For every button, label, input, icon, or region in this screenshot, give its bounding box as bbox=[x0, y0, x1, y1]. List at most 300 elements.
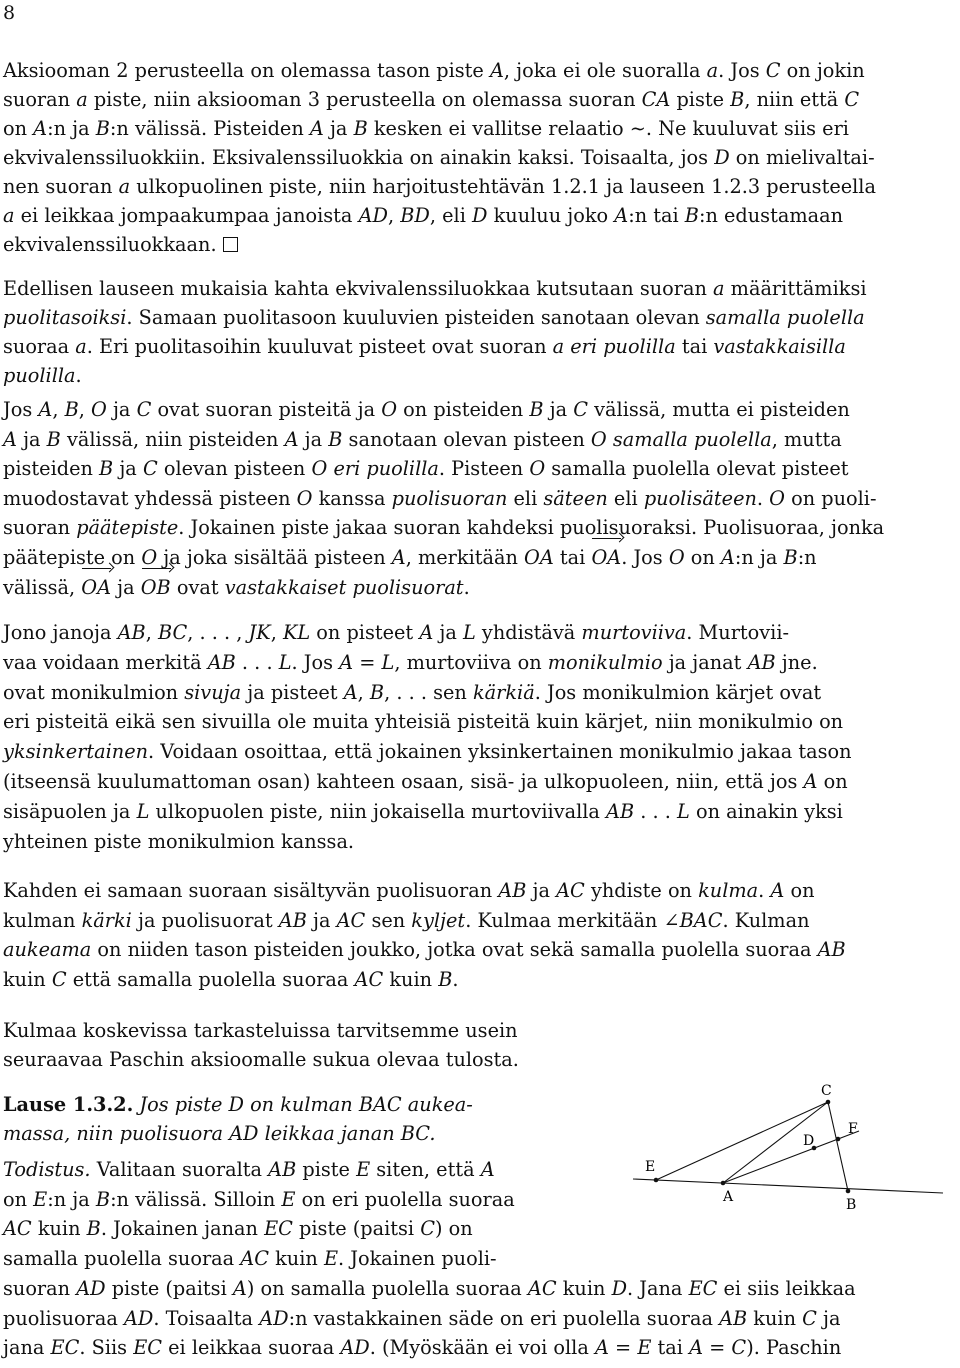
text-run: eli bbox=[607, 486, 644, 510]
emphasis-term: kulma bbox=[698, 879, 759, 902]
math-symbol: O bbox=[529, 457, 546, 481]
text-run: , bbox=[357, 680, 370, 704]
text-run: :n ja bbox=[734, 546, 784, 569]
math-symbol: A bbox=[232, 1276, 247, 1300]
math-symbol: A bbox=[689, 1336, 703, 1360]
emphasis-term: vastakkaiset puolisuorat bbox=[224, 575, 464, 599]
math-symbol: L bbox=[462, 621, 476, 644]
math-symbol: O bbox=[311, 457, 328, 481]
text-run: Kahden ei samaan suoraan sisältyvän puolisuoran bbox=[3, 879, 499, 902]
text-run: . Kulman bbox=[722, 908, 810, 932]
text-run: nen suoran bbox=[3, 175, 119, 198]
p3-line bbox=[3, 455, 848, 483]
text-run: Valitaan suoralta bbox=[90, 1158, 269, 1181]
math-symbol: BC bbox=[157, 621, 188, 644]
p4-line bbox=[3, 649, 818, 677]
math-symbol: AC bbox=[354, 968, 384, 992]
text-run: . Jos bbox=[621, 546, 669, 569]
math-symbol: L bbox=[381, 650, 395, 674]
emphasis-term: päätepiste bbox=[76, 516, 179, 540]
math-symbol: B bbox=[95, 117, 110, 140]
text-run: siten, että bbox=[370, 1158, 481, 1181]
math-symbol: KL bbox=[282, 621, 311, 644]
math-symbol: B bbox=[730, 88, 745, 111]
text-run: . . . bbox=[634, 799, 678, 823]
text-run: piste (paitsi bbox=[105, 1276, 233, 1300]
text-run: on eri puolella suoraa bbox=[295, 1187, 515, 1211]
math-symbol: C bbox=[142, 457, 158, 481]
text-run: :n bbox=[797, 546, 817, 569]
text-run: :n tai bbox=[628, 204, 685, 227]
text-run: :n välissä. Silloin bbox=[110, 1187, 282, 1211]
emphasis-term: kyljet bbox=[411, 908, 466, 932]
text-run: ja bbox=[106, 398, 137, 421]
text-run: . bbox=[75, 364, 82, 387]
point-E bbox=[654, 1178, 659, 1183]
text-run: . (Myöskään ei voi olla bbox=[369, 1336, 595, 1360]
math-symbol: E bbox=[281, 1187, 296, 1211]
text-run: samalla puolella olevat pisteet bbox=[545, 457, 849, 481]
text-run: :n välissä. Pisteiden bbox=[109, 117, 310, 140]
text-run: Jono janoja bbox=[3, 621, 118, 644]
math-symbol: A bbox=[284, 427, 299, 451]
math-symbol: EC bbox=[133, 1336, 163, 1360]
text-run: seuraavaa Paschin aksioomalle sukua olevaa tulosta. bbox=[3, 1048, 519, 1071]
text-run: ovat suoran pisteitä ja bbox=[151, 398, 382, 421]
math-symbol: EC bbox=[50, 1336, 80, 1360]
emphasis-term: kärkiä bbox=[472, 680, 535, 704]
text-run: vaa voidaan merkitä bbox=[3, 650, 208, 674]
text-run: yhdiste on bbox=[584, 879, 699, 902]
text-run: eri pisteitä eikä sen sivuilla ole muita yhteisiä pisteitä kuin kärjet, niin monikulmio on bbox=[3, 710, 844, 734]
math-symbol: AC bbox=[240, 1247, 269, 1271]
text-run: ei leikkaa suoraa bbox=[162, 1336, 341, 1360]
text-run: määrittämiksi bbox=[724, 277, 867, 300]
text-run: ja pisteet bbox=[241, 680, 344, 704]
label-D: D bbox=[803, 1133, 815, 1149]
math-symbol: O bbox=[769, 486, 785, 510]
math-symbol: E bbox=[356, 1158, 371, 1181]
math-symbol: AB bbox=[498, 879, 527, 902]
math-symbol: C bbox=[844, 88, 860, 111]
text-run: Aksiooman 2 perusteella on olemassa tason piste bbox=[3, 59, 490, 82]
proof-line bbox=[3, 1305, 841, 1333]
text-run: välissä, bbox=[3, 575, 82, 599]
math-symbol: BAC bbox=[679, 908, 723, 932]
math-symbol: AD bbox=[123, 1306, 154, 1330]
math-symbol: AC bbox=[556, 879, 585, 902]
text-run: on pisteiden bbox=[397, 398, 530, 421]
math-symbol: O bbox=[296, 486, 313, 510]
point-F bbox=[836, 1137, 841, 1142]
math-symbol: A bbox=[803, 770, 818, 793]
text-run: ekvivalenssiluokkaan. bbox=[3, 233, 217, 256]
text-run: :n ja bbox=[47, 117, 96, 140]
emphasis-term: puolisäteen bbox=[643, 486, 757, 510]
text-run: on ainakin yksi bbox=[689, 799, 843, 823]
emphasis-term: säteen bbox=[543, 486, 608, 510]
text-run: kuin bbox=[383, 968, 439, 992]
text-run: on bbox=[817, 770, 848, 793]
line-AB bbox=[633, 1179, 943, 1193]
text-run: kuuluu joko bbox=[487, 204, 615, 227]
point-C bbox=[826, 1100, 831, 1105]
p1-line bbox=[3, 231, 238, 259]
math-symbol: B bbox=[684, 204, 699, 227]
text-run: pisteiden bbox=[3, 457, 100, 481]
math-symbol: O bbox=[91, 398, 107, 421]
text-run: . bbox=[758, 879, 771, 902]
text-run: . Voidaan osoittaa, että jokainen yksinkertainen monikulmio jakaa tason bbox=[148, 740, 852, 764]
math-symbol: D bbox=[714, 146, 730, 169]
math-symbol: A bbox=[419, 621, 434, 644]
lemma-text-1: Jos piste D on kulman BAC aukea- bbox=[133, 1093, 473, 1116]
text-run: . Pisteen bbox=[438, 457, 530, 481]
math-symbol: L bbox=[136, 799, 150, 823]
math-symbol: B bbox=[95, 1187, 111, 1211]
text-run: suoran bbox=[3, 516, 77, 540]
label-A: A bbox=[723, 1189, 734, 1205]
p1-line bbox=[3, 115, 849, 143]
p4-line bbox=[3, 798, 843, 826]
text-run: piste, niin aksiooman 3 perusteella on olemassa suoran bbox=[87, 88, 642, 111]
text-run: , eli bbox=[429, 204, 472, 227]
math-symbol: AB bbox=[817, 938, 846, 962]
p2-line bbox=[3, 362, 82, 390]
math-symbol: a bbox=[3, 204, 15, 227]
text-run: on niiden tason pisteiden joukko, jotka ovat sekä samalla puolella suoraa bbox=[91, 938, 818, 962]
math-symbol: B bbox=[99, 457, 114, 481]
p3-line bbox=[3, 426, 842, 454]
text-run: samalla puolella suoraa bbox=[3, 1247, 241, 1271]
emphasis-term: puolitasoiksi bbox=[3, 306, 127, 329]
text-run: välissä, niin pisteiden bbox=[60, 427, 285, 451]
p3-line bbox=[3, 485, 877, 513]
math-symbol: B bbox=[86, 1217, 101, 1241]
math-symbol: AD bbox=[76, 1276, 106, 1300]
text-run: on jokin bbox=[780, 59, 865, 82]
text-run: . Murtovii- bbox=[686, 621, 790, 644]
math-symbol: A bbox=[343, 680, 358, 704]
emphasis-term: samalla puolella bbox=[612, 427, 772, 451]
text-run: ja bbox=[323, 117, 354, 140]
emphasis-term: monikulmio bbox=[547, 650, 663, 674]
math-symbol: O bbox=[141, 546, 158, 569]
math-symbol: EC bbox=[688, 1276, 718, 1300]
text-run: ) on bbox=[434, 1217, 473, 1241]
math-symbol: D bbox=[611, 1276, 628, 1300]
label-E: E bbox=[645, 1159, 656, 1175]
math-symbol: B bbox=[328, 427, 343, 451]
text-run: on bbox=[684, 546, 721, 569]
math-symbol: B bbox=[46, 427, 61, 451]
text-run: , bbox=[145, 621, 158, 644]
text-run: :n ja bbox=[47, 1187, 96, 1211]
text-run: ei leikkaa jompaakumpaa janoista bbox=[14, 204, 359, 227]
math-symbol: B bbox=[783, 546, 798, 569]
emphasis-term: samalla puolella bbox=[705, 306, 865, 329]
p3-line bbox=[3, 396, 850, 424]
page-number: 8 bbox=[3, 2, 16, 24]
math-symbol: a bbox=[118, 175, 131, 198]
text-run: puolisuoraa bbox=[3, 1306, 124, 1330]
p4-line bbox=[3, 828, 354, 856]
text-run: sanotaan olevan pisteen bbox=[342, 427, 591, 451]
lemma-text-2: massa, niin puolisuora AD leikkaa janan BC. bbox=[3, 1122, 436, 1145]
math-symbol: BD bbox=[400, 204, 430, 227]
math-symbol: a bbox=[706, 59, 719, 82]
text-run: kuin bbox=[747, 1306, 803, 1330]
emphasis-term: aukeama bbox=[3, 938, 92, 962]
text-run: , joka ei ole suoralla bbox=[503, 59, 707, 82]
text-run: , bbox=[78, 398, 92, 421]
proof-line bbox=[3, 1275, 856, 1303]
math-symbol: C bbox=[731, 1336, 747, 1360]
math-symbol: AB bbox=[278, 908, 307, 932]
p4-line bbox=[3, 768, 848, 796]
lemma-label: Lause 1.3.2. bbox=[3, 1093, 134, 1116]
math-symbol: A bbox=[614, 204, 629, 227]
text-run: . Siis bbox=[79, 1336, 134, 1360]
text-run: kuin bbox=[268, 1247, 324, 1271]
p4-line bbox=[3, 679, 821, 707]
text-run: ulkopuolen piste, niin jokaisella murtoviivalla bbox=[149, 799, 607, 823]
math-symbol: AB bbox=[606, 799, 635, 823]
text-run: ja bbox=[111, 575, 141, 599]
text-run: , mutta bbox=[771, 427, 842, 451]
text-run: jana bbox=[3, 1336, 51, 1360]
math-symbol: AB bbox=[747, 650, 776, 674]
math-symbol: A bbox=[770, 879, 785, 902]
math-symbol: A bbox=[33, 117, 48, 140]
proof-line bbox=[3, 1334, 841, 1362]
math-symbol: E bbox=[323, 1247, 339, 1271]
p1-line bbox=[3, 86, 859, 114]
p1-line bbox=[3, 202, 843, 230]
text-run: on bbox=[3, 1187, 34, 1211]
math-symbol: EC bbox=[264, 1217, 293, 1241]
math-symbol: AB bbox=[719, 1306, 748, 1330]
emphasis-term: puolilla bbox=[3, 364, 76, 387]
emphasis-term: vastakkaisilla bbox=[713, 335, 846, 358]
math-symbol: CA bbox=[641, 88, 671, 111]
text-run: . Jokainen piste jakaa suoran kahdeksi puolisuoraksi. Puolisuoraa, jonka bbox=[178, 516, 885, 540]
text-run: päätepiste on bbox=[3, 546, 142, 569]
emphasis-term: murtoviiva bbox=[581, 621, 687, 644]
text-run: ja janat bbox=[662, 650, 748, 674]
text-run: ovat bbox=[170, 575, 225, 599]
math-symbol: AB bbox=[268, 1158, 297, 1181]
label-F: F bbox=[848, 1121, 858, 1137]
text-run: , bbox=[52, 398, 65, 421]
text-run: sisäpuolen ja bbox=[3, 799, 137, 823]
text-run: tai bbox=[675, 335, 714, 358]
math-symbol: E bbox=[637, 1336, 652, 1360]
math-symbol: A bbox=[480, 1158, 495, 1181]
text-run: , . . . sen bbox=[384, 680, 473, 704]
math-symbol: D bbox=[472, 204, 488, 227]
text-run: ja bbox=[433, 621, 463, 644]
text-run: ei siis leikkaa bbox=[717, 1276, 856, 1300]
math-symbol: AC bbox=[336, 908, 366, 932]
text-run: on bbox=[3, 117, 34, 140]
text-run: välissä, mutta ei pisteiden bbox=[588, 398, 850, 421]
text-run: ja bbox=[113, 457, 143, 481]
p1-line bbox=[3, 144, 875, 172]
text-run: suoran bbox=[3, 1276, 77, 1300]
p3-line bbox=[3, 514, 884, 542]
proof-line bbox=[3, 1186, 515, 1214]
text-run: muodostavat yhdessä pisteen bbox=[3, 486, 297, 510]
p6-line bbox=[3, 1046, 519, 1074]
text-run: . Jos monikulmion kärjet ovat bbox=[534, 680, 822, 704]
text-run: . Kulmaa merkitään ∠ bbox=[465, 908, 680, 932]
text-run: on mielivaltai- bbox=[729, 146, 875, 169]
text-run: ). Paschin bbox=[746, 1336, 842, 1360]
p5-line bbox=[3, 907, 810, 935]
text-run: . Eri puolitasoihin kuuluvat pisteet ovat suoran bbox=[86, 335, 553, 358]
pasch-figure bbox=[623, 1075, 953, 1225]
math-symbol: L bbox=[677, 799, 690, 823]
proof-label: Todistus. bbox=[3, 1158, 91, 1181]
label-C: C bbox=[821, 1083, 832, 1099]
text-run: kuin bbox=[3, 968, 52, 992]
p4-line bbox=[3, 738, 852, 766]
text-run: ja puolisuorat bbox=[131, 908, 279, 932]
p5-line bbox=[3, 966, 459, 994]
text-run: Kulmaa koskevissa tarkasteluissa tarvitsemme usein bbox=[3, 1019, 518, 1042]
math-symbol: C bbox=[51, 968, 67, 992]
text-run: , merkitään bbox=[405, 546, 525, 569]
math-symbol: A bbox=[339, 650, 354, 674]
point-B bbox=[846, 1189, 851, 1194]
emphasis-term: yksinkertainen bbox=[3, 740, 149, 764]
text-run: ja joka sisältää pisteen bbox=[157, 546, 392, 569]
math-symbol: O bbox=[590, 427, 607, 451]
text-run: . Jos bbox=[718, 59, 766, 82]
math-symbol: AB bbox=[117, 621, 146, 644]
text-run: kanssa bbox=[312, 486, 392, 510]
math-symbol: O bbox=[381, 398, 398, 421]
math-symbol: AB bbox=[207, 650, 236, 674]
text-run: :n vastakkainen säde on eri puolella suoraa bbox=[288, 1306, 720, 1330]
text-run: on puoli- bbox=[784, 486, 877, 510]
math-symbol: A bbox=[489, 59, 504, 82]
text-run: , bbox=[387, 204, 401, 227]
segment-CB bbox=[828, 1102, 848, 1191]
text-run: . Jos bbox=[291, 650, 340, 674]
text-run: Jos bbox=[3, 398, 39, 421]
math-symbol: B bbox=[369, 680, 385, 704]
text-run: ovat monikulmion bbox=[3, 680, 185, 704]
text-run: että samalla puolella suoraa bbox=[66, 968, 355, 992]
text-run: kuin bbox=[556, 1276, 612, 1300]
text-run: ja bbox=[298, 427, 329, 451]
p5-line bbox=[3, 877, 815, 905]
text-run: piste (paitsi bbox=[292, 1217, 421, 1241]
math-symbol: AD bbox=[358, 204, 388, 227]
text-run: . bbox=[756, 486, 770, 510]
p2-line bbox=[3, 275, 867, 303]
text-run: , niin että bbox=[744, 88, 845, 111]
text-run: kesken ei vallitse relaatio ∼. Ne kuuluvat siis eri bbox=[367, 117, 849, 140]
p6-line bbox=[3, 1017, 518, 1045]
p3-line bbox=[3, 574, 470, 602]
math-symbol: C bbox=[802, 1306, 817, 1330]
text-run: ekvivalenssiluokkiin. Eksivalenssiluokkia on ainakin kaksi. Toisaalta, jos bbox=[3, 146, 715, 169]
emphasis-term: kärki bbox=[81, 908, 132, 932]
text-run: , bbox=[270, 621, 283, 644]
text-run: ja bbox=[543, 398, 574, 421]
math-symbol: A bbox=[309, 117, 324, 140]
text-run: on bbox=[784, 879, 815, 902]
text-run: . bbox=[452, 968, 459, 992]
text-run: (itseensä kuulumattoman osan) kahteen osaan, sisä- ja ulkopuoleen, niin, että jos bbox=[3, 770, 804, 793]
math-symbol: a bbox=[76, 88, 88, 111]
text-run: = bbox=[353, 650, 382, 674]
math-symbol: E bbox=[33, 1187, 48, 1211]
math-symbol: A bbox=[38, 398, 53, 421]
ray-notation: OA bbox=[591, 544, 621, 572]
math-symbol: AC bbox=[527, 1276, 557, 1300]
math-symbol: AC bbox=[3, 1217, 32, 1241]
p2-line bbox=[3, 304, 865, 332]
text-run: = bbox=[703, 1336, 732, 1360]
emphasis-term: a eri puolilla bbox=[552, 335, 676, 358]
p3-line bbox=[3, 544, 817, 572]
text-run: suoran bbox=[3, 88, 77, 111]
text-run: kulman bbox=[3, 908, 82, 932]
math-symbol: AD bbox=[340, 1336, 370, 1360]
p1-line bbox=[3, 173, 876, 201]
math-symbol: C bbox=[420, 1217, 435, 1241]
text-run: ja bbox=[306, 908, 337, 932]
math-symbol: AD bbox=[259, 1306, 289, 1330]
math-symbol: JK bbox=[248, 621, 271, 644]
text-run: . bbox=[463, 575, 470, 599]
text-run: ulkopuolinen piste, niin harjoitustehtävän 1.2.1 ja lauseen 1.2.3 perusteella bbox=[130, 175, 876, 198]
text-run: . Samaan puolitasoon kuuluvien pisteiden sanotaan olevan bbox=[126, 306, 706, 329]
text-run: :n edustamaan bbox=[698, 204, 844, 227]
ray-notation: OB bbox=[141, 574, 171, 602]
text-run: ja bbox=[526, 879, 557, 902]
math-symbol: A bbox=[720, 546, 735, 569]
text-run: . . . bbox=[235, 650, 279, 674]
math-symbol: O bbox=[668, 546, 685, 569]
point-A bbox=[721, 1181, 726, 1186]
p4-line bbox=[3, 708, 843, 736]
text-run: eli bbox=[507, 486, 544, 510]
math-symbol: OA bbox=[524, 546, 554, 569]
text-run: tai bbox=[553, 546, 592, 569]
p1-line bbox=[3, 57, 865, 85]
text-run: ) on samalla puolella suoraa bbox=[246, 1276, 528, 1300]
page bbox=[3, 0, 958, 1368]
proof-line bbox=[3, 1245, 497, 1273]
math-symbol: B bbox=[529, 398, 544, 421]
qed-square bbox=[223, 237, 238, 252]
lemma-statement bbox=[3, 1091, 473, 1119]
emphasis-term: sivuja bbox=[184, 680, 242, 704]
text-run: olevan pisteen bbox=[157, 457, 312, 481]
math-symbol: C bbox=[573, 398, 589, 421]
text-run: Edellisen lauseen mukaisia kahta ekvivalenssiluokkaa kutsutaan suoran bbox=[3, 277, 714, 300]
emphasis-term: eri puolilla bbox=[333, 457, 439, 481]
math-symbol: B bbox=[64, 398, 79, 421]
text-run: , murtoviiva on bbox=[394, 650, 548, 674]
text-run: . Jokainen janan bbox=[100, 1217, 265, 1241]
math-symbol: A bbox=[594, 1336, 609, 1360]
